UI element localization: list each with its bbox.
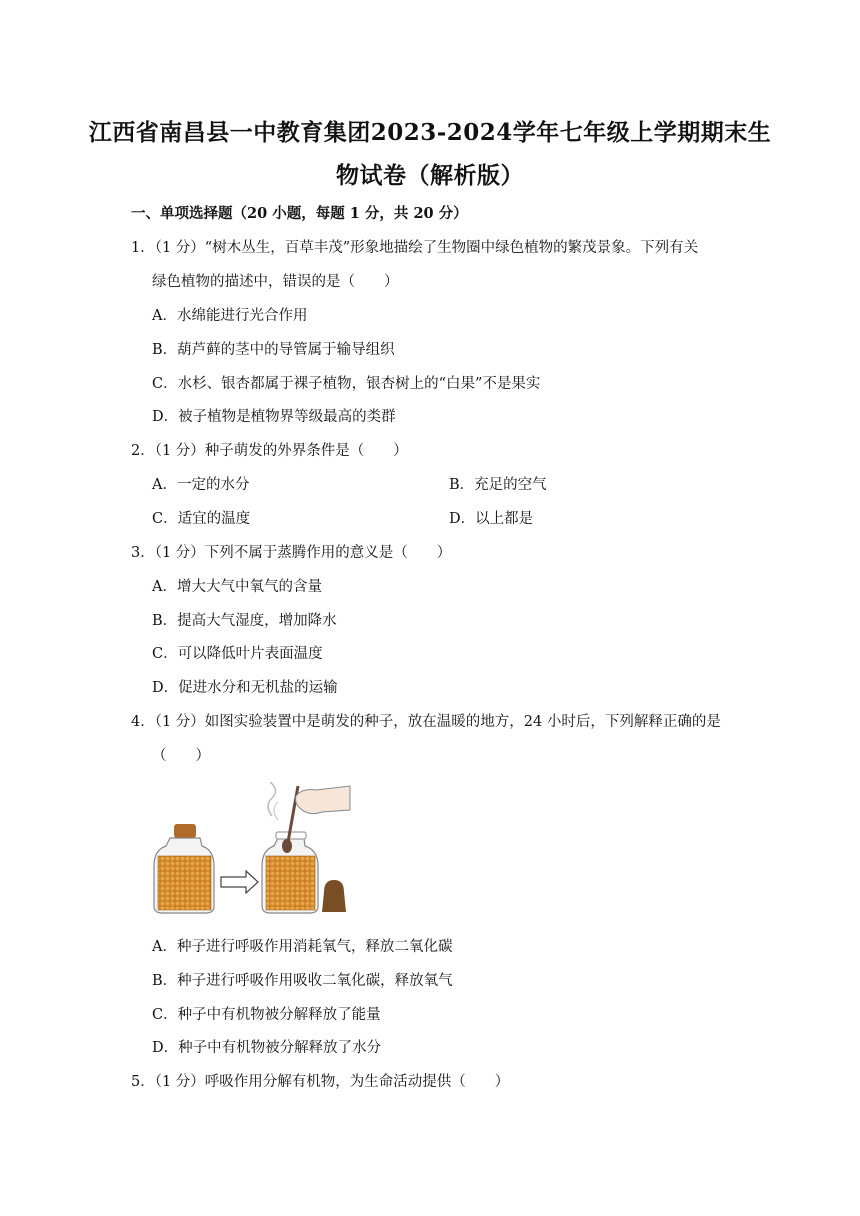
question-5-stem: 5．（1 分）呼吸作用分解有机物，为生命活动提供（ ） <box>131 1074 510 1090</box>
question-4-stem: 4．（1 分）如图实验装置中是萌发的种子，放在温暖的地方，24 小时后，下列解释正确的是 <box>131 714 721 730</box>
question-3-stem: 3．（1 分）下列不属于蒸腾作用的意义是（ ） <box>131 545 452 561</box>
hand <box>296 786 350 814</box>
question-2-option-a: A．一定的水分 <box>152 477 250 493</box>
question-1-option-d: D．被子植物是植物界等级最高的类群 <box>152 409 396 425</box>
question-2-stem: 2．（1 分）种子萌发的外界条件是（ ） <box>131 443 408 459</box>
question-1-option-a: A．水绵能进行光合作用 <box>152 308 308 324</box>
question-1-option-c: C．水杉、银杏都属于裸子植物，银杏树上的“白果”不是果实 <box>152 376 541 392</box>
question-1-stem: 1．（1 分）“树木丛生，百草丰茂”形象地描绘了生物圈中绿色植物的繁茂景象。下列有关 <box>131 240 699 256</box>
question-3-option-c: C．可以降低叶片表面温度 <box>152 646 323 662</box>
question-3-option-b: B．提高大气湿度，增加降水 <box>152 613 337 629</box>
document-title-line-2: 物试卷（解析版） <box>336 162 524 189</box>
question-4-option-c: C．种子中有机物被分解释放了能量 <box>152 1007 381 1023</box>
document-title-line-1: 江西省南昌县一中教育集团2023-2024学年七年级上学期期末生 <box>88 119 772 146</box>
arrow-icon <box>221 871 258 893</box>
question-1-stem-continued: 绿色植物的描述中，错误的是（ ） <box>152 274 399 290</box>
question-3-option-d: D．促进水分和无机盐的运输 <box>152 680 338 696</box>
question-2-option-b: B．充足的空气 <box>449 477 547 493</box>
experiment-figure <box>140 776 355 921</box>
question-2-option-c: C．适宜的温度 <box>152 511 251 527</box>
section-heading: 一、单项选择题（20 小题，每题 1 分，共 20 分） <box>131 205 468 222</box>
sealed-jar <box>154 824 214 913</box>
question-1-option-b: B．葫芦藓的茎中的导管属于输导组织 <box>152 342 395 358</box>
question-3-option-a: A．增大大气中氧气的含量 <box>152 579 322 595</box>
question-4-stem-continued: （ ） <box>152 748 210 764</box>
question-4-option-d: D．种子中有机物被分解释放了水分 <box>152 1040 382 1056</box>
question-4-option-a: A．种子进行呼吸作用消耗氧气，释放二氧化碳 <box>152 939 453 955</box>
question-4-option-b: B．种子进行呼吸作用吸收二氧化碳，释放氧气 <box>152 973 453 989</box>
jar-lid <box>322 880 346 912</box>
question-2-option-d: D．以上都是 <box>449 511 534 527</box>
